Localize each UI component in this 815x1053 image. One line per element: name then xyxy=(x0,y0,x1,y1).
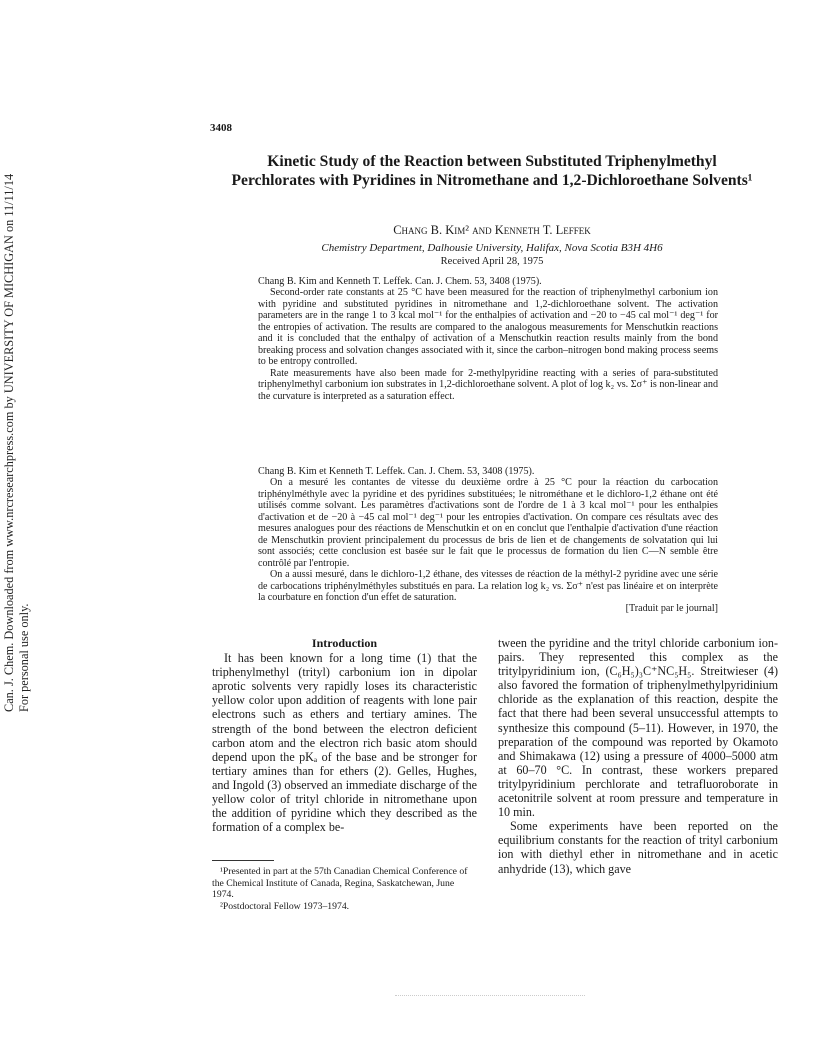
footnote-2: ²Postdoctoral Fellow 1973–1974. xyxy=(220,900,350,912)
body-column-left xyxy=(212,636,477,834)
abstract-en-paragraph-2: Rate measurements have also been made for 2-methylpyridine reacting with a series of para-substituted triphenylmethyl carbonium ion substrates in 1,2-dichloroethane solvent. A plot of log k₂ vs. Σσ⁺ is non-linear and the curvature is interpreted as a saturation effect. xyxy=(258,367,718,402)
scan-artifact xyxy=(395,995,585,996)
intro-paragraph-1: It has been known for a long time (1) that the triphenylmethyl (trityl) carbonium ion in dipolar aprotic solvents very rapidly loses its characteristic yellow color upon addition of reagents with lone pair electrons such as ethers and tertiary amines. The strength of the bond between the electron deficient carbon atom and the electron rich basic atom should depend upon the pKₐ of the base and be stronger for tertiary amines than for ethers (2). Gelles, Hughes, and Ingold (3) observed an immediate discharge of the yellow color of trityl chloride in nitromethane upon the addition of pyridine which they described as the formation of a complex be- xyxy=(212,651,477,835)
intro-paragraph-2: tween the pyridine and the trityl chloride carbonium ion-pairs. They represented this complex as the tritylpyridinium ion, (C₆H₅)₃C⁺NC₅H₅. Streitwieser (4) also favored the formation of triphenylmethylpyridinium chloride as the explanation of this reaction, despite the fact that there had been several unsuccessful attempts to synthesize this compound (5–11). However, in 1970, the preparation of the compound was reported by Okamoto and Shimakawa (12) using a pressure of 4000–5000 atm at 60–70 °C. In contrast, these workers prepared tritylpyridinium perchlorate and tetrafluoroborate in acetonitrile solvent at room pressure and temperature in 10 min. xyxy=(498,636,778,820)
abstract-english xyxy=(258,276,718,402)
abstract-fr-paragraph-1: On a mesuré les contantes de vitesse du deuxième ordre à 25 °C pour la réaction du carbocation triphénylméthyle avec la pyridine et des pyridines substituées; le nitrométhane et le dichloro-1,2 éthane ont été utilisés comme solvant. Les paramètres d'activations sont de l'ordre de 1 à 3 kcal mol⁻¹ pour les enthalpies d'activation et de −20 à −45 cal mol⁻¹ deg⁻¹ pour les entropies d'activation. On compare ces résultats avec des mesures analogues pour des réactions de Menschutkin et on en conclut que l'enthalpie d'activation d'une réaction de Menschutkin provient principalement du processus de bris de lien et de changements de solvatation qui lui sont associés; cette conclusion est basée sur le fait que le processus de formation du lien C—N semble être contrôlé par l'entropie. xyxy=(258,477,718,569)
abstract-en-paragraph-1: Second-order rate constants at 25 °C have been measured for the reaction of triphenylmethyl carbonium ion with pyridine and substituted pyridines in nitromethane and 1,2-dichloroethane solvent. The activation parameters are in the range 1 to 3 kcal mol⁻¹ for the enthalpies of activation and −20 to −45 cal mol⁻¹ deg⁻¹ for the entropies of activation. The results are compared to the analogous measurements for Menschutkin reactions and it is concluded that the enthalpy of activation of a Menschutkin reaction results mainly from the bond breaking process and solvation changes associated with it, since the carbon–nitrogen bond making process seems to be entropy controlled. xyxy=(258,287,718,368)
abstract-en-citation: Chang B. Kim and Kenneth T. Leffek. Can. J. Chem. 53, 3408 (1975). xyxy=(258,276,542,287)
download-watermark xyxy=(0,173,42,720)
intro-paragraph-3: Some experiments have been reported on the equilibrium constants for the reaction of trityl carbonium ion with diethyl ether in nitromethane and in acetic anhydride (13), which gave xyxy=(498,819,778,876)
page-number: 3408 xyxy=(210,122,232,134)
received-date: Received April 28, 1975 xyxy=(440,256,544,267)
abstract-fr-paragraph-2: On a aussi mesuré, dans le dichloro-1,2 éthane, des vitesses de réaction de la méthyl-2 pyridine avec une série de carbocations triphénylméthyles substitués en para. La relation log k₂ vs. Σσ⁺ n'est pas linéaire et on interprète la courbature en fonction d'un effet de saturation. xyxy=(258,569,718,603)
footnote-1: ¹Presented in part at the 57th Canadian Chemical Conference of the Chemical Institute of Canada, Regina, Saskatchewan, June 1974. xyxy=(212,866,468,901)
footnotes xyxy=(212,866,477,912)
download-watermark-line2: For personal use only. xyxy=(17,603,31,712)
affiliation: Chemistry Department, Dalhousie University, Halifax, Nova Scotia B3H 4H6 xyxy=(321,242,663,254)
article-title: Kinetic Study of the Reaction between Substituted Triphenylmethyl Perchlorates with Pyridines in Nitromethane and 1,2-Dichloroethane Solvents¹ xyxy=(231,153,753,189)
body-column-right xyxy=(498,636,778,876)
abstract-fr-translator-note: [Traduit par le journal] xyxy=(625,603,718,615)
section-heading-introduction: Introduction xyxy=(311,636,378,650)
download-watermark-line1: Can. J. Chem. Downloaded from www.nrcresearchpress.com by UNIVERSITY OF MICHIGAN on 11/11/14 xyxy=(2,173,16,712)
download-watermark-text xyxy=(2,174,32,712)
abstract-fr-citation: Chang B. Kim et Kenneth T. Leffek. Can. J. Chem. 53, 3408 (1975). xyxy=(258,466,535,477)
abstract-french xyxy=(258,466,718,615)
footnote-rule xyxy=(212,860,274,861)
author-line: Chang B. Kim² and Kenneth T. Leffek xyxy=(393,223,591,237)
